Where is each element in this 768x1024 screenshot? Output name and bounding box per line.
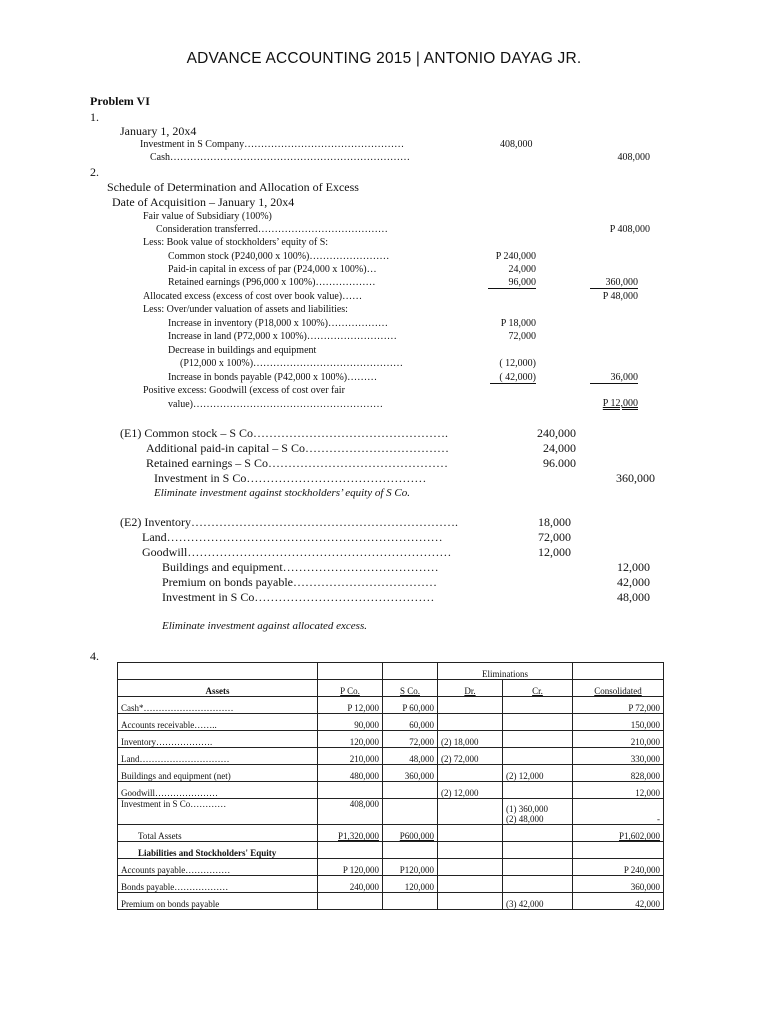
p-co-cell: 210,000	[318, 748, 383, 765]
e1-investment-amount: 360,000	[616, 471, 655, 485]
decrease-buildings-amount: ( 12,000)	[499, 358, 536, 369]
consideration-amount: P 408,000	[609, 224, 650, 235]
table-row	[118, 799, 664, 825]
less-over-under-label: Less: Over/under valuation of assets and liabilities:	[143, 304, 348, 315]
row-label: Premium on bonds payable	[118, 893, 318, 910]
cr-cell	[503, 714, 573, 731]
row-label: Buildings and equipment (net)	[118, 765, 318, 782]
p-co-cell	[318, 842, 383, 859]
table-row	[118, 765, 664, 782]
part-4-number: 4.	[90, 649, 99, 663]
positive-excess-label-cont: value)…………………………………………………	[168, 399, 383, 410]
e2-premium-label: Premium on bonds payable………………………………	[162, 575, 437, 589]
p-co-cell: 408,000	[318, 799, 383, 825]
journal-debit-amount: 408,000	[500, 139, 533, 150]
dr-cell	[438, 697, 503, 714]
positive-excess-label: Positive excess: Goodwill (excess of cost over fair	[143, 385, 345, 396]
cr-cell	[503, 825, 573, 842]
e1-apic-label: Additional paid-in capital – S Co………………………………	[146, 441, 449, 455]
consolidated-cell: 210,000	[573, 731, 664, 748]
dr-cell: (2) 12,000	[438, 782, 503, 799]
row-label: Liabilities and Stockholders' Equity	[118, 842, 318, 859]
table-row	[118, 893, 664, 910]
consolidated-cell	[573, 842, 664, 859]
cr-cell	[503, 782, 573, 799]
schedule-title: Schedule of Determination and Allocation of Excess	[107, 180, 359, 194]
consolidated-cell: -	[573, 799, 664, 825]
table-row	[118, 748, 664, 765]
row-label: Cash*…………………………	[118, 697, 318, 714]
s-co-cell: P600,000	[383, 825, 438, 842]
e2-investment-label: Investment in S Co………………………………………	[162, 590, 435, 604]
table-row	[118, 859, 664, 876]
s-co-cell: 360,000	[383, 765, 438, 782]
worksheet-header-row-1	[118, 663, 664, 680]
e1-apic-amount: 24,000	[543, 441, 576, 455]
row-label: Investment in S Co…………	[118, 799, 318, 825]
e2-buildings-amount: 12,000	[617, 560, 650, 574]
s-co-cell: 120,000	[383, 876, 438, 893]
s-co-cell: 60,000	[383, 714, 438, 731]
increase-inventory-amount: P 18,000	[500, 318, 536, 329]
common-stock-amount: P 240,000	[495, 251, 536, 262]
e2-land-amount: 72,000	[538, 530, 571, 544]
s-co-cell: 72,000	[383, 731, 438, 748]
dr-cell	[438, 842, 503, 859]
fair-value-label: Fair value of Subsidiary (100%)	[143, 211, 272, 222]
e2-buildings-label: Buildings and equipment…………………………………	[162, 560, 439, 574]
less-book-value-label: Less: Book value of stockholders’ equity of S:	[143, 237, 329, 248]
increase-land-label: Increase in land (P72,000 x 100%)………………………	[168, 331, 397, 342]
retained-earnings-label: Retained earnings (P96,000 x 100%)………………	[168, 277, 376, 288]
consolidated-cell: 150,000	[573, 714, 664, 731]
dr-cell: (2) 72,000	[438, 748, 503, 765]
common-stock-label: Common stock (P240,000 x 100%)……………………	[168, 251, 390, 262]
retained-earnings-amount: 96,000	[488, 277, 536, 289]
dr-cell	[438, 765, 503, 782]
consolidated-cell: 330,000	[573, 748, 664, 765]
cr-cell	[503, 876, 573, 893]
table-row	[118, 697, 664, 714]
decrease-buildings-label: Decrease in buildings and equipment	[168, 345, 317, 356]
goodwill-amount: P 12,000	[602, 398, 638, 409]
p-co-cell: 240,000	[318, 876, 383, 893]
cr-cell	[503, 731, 573, 748]
e2-goodwill-label: Goodwill…………………………………………………………	[142, 545, 452, 559]
p-co-cell: P 12,000	[318, 697, 383, 714]
journal-credit-amount: 408,000	[617, 152, 650, 163]
p-co-cell: 120,000	[318, 731, 383, 748]
increase-land-amount: 72,000	[508, 331, 536, 342]
increase-bonds-label: Increase in bonds payable (P42,000 x 100%)………	[168, 372, 378, 383]
worksheet-header-row-2	[118, 680, 664, 697]
p-co-header: P Co.	[318, 680, 383, 697]
row-label: Accounts payable……………	[118, 859, 318, 876]
table-row	[118, 731, 664, 748]
table-row	[118, 842, 664, 859]
dr-cell	[438, 876, 503, 893]
e1-retained-label: Retained earnings – S Co………………………………………	[146, 456, 448, 470]
cr-cell: (2) 12,000	[503, 765, 573, 782]
consolidated-cell: 360,000	[573, 876, 664, 893]
consideration-label: Consideration transferred…………………………………	[156, 224, 388, 235]
dr-cell: (2) 18,000	[438, 731, 503, 748]
p-co-cell: P1,320,000	[318, 825, 383, 842]
cr-cell	[503, 842, 573, 859]
cr-cell	[503, 859, 573, 876]
cr-cell	[503, 748, 573, 765]
consolidated-cell: P 72,000	[573, 697, 664, 714]
cr-cell	[503, 799, 573, 825]
dr-cell	[438, 859, 503, 876]
e1-common-stock-amount: 240,000	[537, 426, 576, 440]
problem-title: Problem VI	[90, 94, 150, 108]
consolidated-cell: P 240,000	[573, 859, 664, 876]
cr-header: Cr.	[503, 680, 573, 697]
consolidated-cell: 828,000	[573, 765, 664, 782]
page-header: ADVANCE ACCOUNTING 2015 | ANTONIO DAYAG JR.	[186, 50, 582, 67]
dr-cell	[438, 893, 503, 910]
row-label: Inventory……………….	[118, 731, 318, 748]
part-1-date: January 1, 20x4	[120, 124, 197, 138]
consolidated-cell: P1,602,000	[573, 825, 664, 842]
row-label: Land…………………………	[118, 748, 318, 765]
e2-inventory-amount: 18,000	[538, 515, 571, 529]
cr-line-2: (2) 48,000	[506, 814, 544, 824]
p-co-cell	[318, 782, 383, 799]
s-co-cell	[383, 842, 438, 859]
paid-in-capital-amount: 24,000	[508, 264, 536, 275]
p-co-cell: P 120,000	[318, 859, 383, 876]
consolidated-cell: 12,000	[573, 782, 664, 799]
s-co-cell	[383, 799, 438, 825]
schedule-subtitle: Date of Acquisition – January 1, 20x4	[112, 195, 295, 209]
table-row	[118, 876, 664, 893]
e1-investment-label: Investment in S Co………………………………………	[154, 471, 427, 485]
row-label: Accounts receivable……..	[118, 714, 318, 731]
consolidation-worksheet	[117, 662, 664, 910]
p-co-cell: 480,000	[318, 765, 383, 782]
cr-cell: (3) 42,000	[503, 893, 573, 910]
cr-line-1: (1) 360,000	[506, 804, 548, 814]
eliminations-header: Eliminations	[438, 663, 573, 680]
increase-inventory-label: Increase in inventory (P18,000 x 100%)………………	[168, 318, 388, 329]
cr-cell	[503, 697, 573, 714]
dr-cell	[438, 799, 503, 825]
e2-investment-amount: 48,000	[617, 590, 650, 604]
consolidated-cell: 42,000	[573, 893, 664, 910]
dr-cell	[438, 714, 503, 731]
e1-retained-amount: 96.000	[543, 456, 576, 470]
row-label: Goodwill…………………	[118, 782, 318, 799]
p-co-cell: 90,000	[318, 714, 383, 731]
dr-cell	[438, 825, 503, 842]
paid-in-capital-label: Paid-in capital in excess of par (P24,000 x 100%)…	[168, 264, 377, 275]
s-co-cell	[383, 893, 438, 910]
e2-note: Eliminate investment against allocated excess.	[162, 620, 367, 632]
table-row	[118, 782, 664, 799]
e2-premium-amount: 42,000	[617, 575, 650, 589]
adjustments-total: 36,000	[590, 372, 638, 384]
increase-bonds-amount: ( 42,000)	[490, 372, 536, 384]
table-row	[118, 825, 664, 842]
e2-inventory-label: (E2) Inventory………………………………………………………….	[120, 515, 458, 529]
assets-header: Assets	[118, 680, 318, 697]
part-1-number: 1.	[90, 110, 99, 124]
p-co-cell	[318, 893, 383, 910]
s-co-header: S Co.	[383, 680, 438, 697]
allocated-excess-amount: P 48,000	[602, 291, 638, 302]
allocated-excess-label: Allocated excess (excess of cost over book value)……	[143, 291, 363, 302]
s-co-cell	[383, 782, 438, 799]
e1-note: Eliminate investment against stockholders’ equity of S Co.	[154, 487, 411, 499]
row-label: Total Assets	[118, 825, 318, 842]
e1-common-stock-label: (E1) Common stock – S Co………………………………………….	[120, 426, 449, 440]
table-row	[118, 714, 664, 731]
s-co-cell: P 60,000	[383, 697, 438, 714]
decrease-buildings-calc: (P12,000 x 100%)………………………………………	[180, 358, 404, 369]
s-co-cell: P120,000	[383, 859, 438, 876]
journal-debit-label: Investment in S Company…………………………………………	[140, 139, 405, 150]
e2-goodwill-amount: 12,000	[538, 545, 571, 559]
s-co-cell: 48,000	[383, 748, 438, 765]
row-label: Bonds payable………………	[118, 876, 318, 893]
consolidated-header: Consolidated	[573, 680, 664, 697]
book-value-total: 360,000	[590, 277, 638, 289]
dr-header: Dr.	[438, 680, 503, 697]
e2-land-label: Land……………………………………………………………	[142, 530, 443, 544]
part-2-number: 2.	[90, 165, 99, 179]
journal-credit-label: Cash………………………………………………………………	[150, 152, 410, 163]
